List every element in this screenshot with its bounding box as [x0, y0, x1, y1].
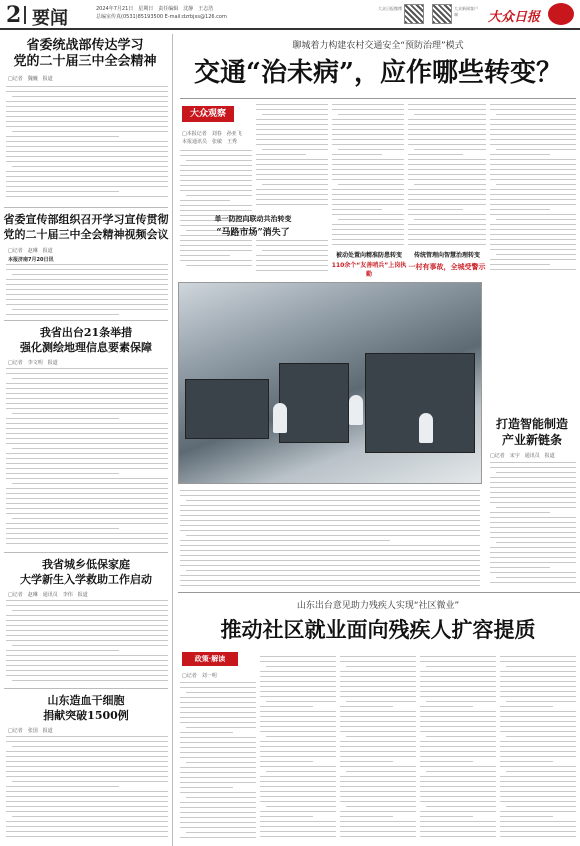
- article5-byline: □记者 张国 报道: [8, 728, 53, 734]
- issue-meta-contact: 总编室传真(0531)85193500 E-mail:dzrbjxs@126.com: [96, 14, 227, 20]
- column-divider-left: [172, 34, 173, 846]
- article-divider: [4, 552, 168, 553]
- masthead: [0, 0, 580, 30]
- lead-story-rule: [180, 98, 576, 99]
- lead-story-body-col2: [256, 104, 328, 208]
- photo-worker: [419, 413, 433, 443]
- article4-headline[interactable]: 我省城乡低保家庭 大学新生入学救助工作启动: [20, 558, 152, 586]
- lead-story-body-col3: [332, 104, 404, 248]
- article1-byline: □记者 魏巍 报道: [8, 76, 53, 82]
- article2-byline: □记者 赵琳 报道: [8, 248, 53, 254]
- news-app-qr-label: 大众新闻客户端: [454, 6, 478, 17]
- section-divider-bottom-story: [178, 592, 580, 593]
- article4-byline: □记者 赵琳 通讯员 李伟 报道: [8, 592, 88, 598]
- newspaper-logo-icon: [548, 3, 574, 25]
- lead-story-subhead-2-quote: 110余个“友善哨兵”上岗执勤: [331, 262, 407, 278]
- lead-story-kicker: 聊城着力构建农村交通安全“预防治理”模式: [292, 41, 464, 51]
- article3-byline: □记者 李文明 报道: [8, 360, 58, 366]
- bottom-story-body-col3: [340, 656, 416, 842]
- lead-story-byline: □本报记者 刘春 孙亚飞 本报通讯员 张敏 王秀: [182, 131, 242, 145]
- article-divider: [4, 320, 168, 321]
- bottom-story-column-tag: 政策·解读: [182, 652, 238, 666]
- article5-body: [6, 736, 168, 840]
- photo-worker: [273, 403, 287, 433]
- sidebar-story-byline: □记者 宋宇 通讯员 报道: [490, 453, 555, 459]
- photo-worker: [349, 395, 363, 425]
- lead-story-body-col5: [490, 104, 576, 276]
- article5-headline[interactable]: 山东造血干细胞 捐献突破1500例: [43, 694, 129, 722]
- issue-meta-date-editors: 2024年7月21日 星期日 责任编辑 沈静 王志浩: [96, 6, 214, 12]
- lead-story-body-col2b: [256, 240, 328, 276]
- lead-story-headline[interactable]: 交通“治未病”，应作哪些转变？: [194, 58, 562, 88]
- issue-meta: [96, 5, 227, 21]
- bottom-story-body-col2: [260, 656, 336, 842]
- lead-story-subhead-3: 传统管理向智慧治理转变: [413, 252, 480, 259]
- lead-story-photo[interactable]: [178, 282, 482, 484]
- article2-headline[interactable]: 省委宣传部组织召开学习宣传贯彻 党的二十届三中全会精神视频会议: [3, 213, 169, 241]
- article3-body: [6, 368, 168, 548]
- bottom-story-body-col1: [180, 682, 256, 842]
- photo-machine: [185, 379, 269, 439]
- article-divider: [4, 688, 168, 689]
- news-app-qr-code[interactable]: [432, 4, 452, 24]
- article4-body: [6, 600, 168, 684]
- lead-story-body-col1: [180, 150, 252, 270]
- bottom-story-body-col4: [420, 656, 496, 842]
- lead-story-subhead-2: 被动处置向精准防患转变: [335, 252, 402, 259]
- bottom-story-headline[interactable]: 推动社区就业面向残疾人扩容提质: [220, 617, 536, 642]
- article2-body: [6, 264, 168, 318]
- weibo-qr-code[interactable]: [404, 4, 424, 24]
- lead-story-subhead-1-quote: “马路市场”消失了: [216, 228, 290, 238]
- article-divider: [4, 207, 168, 208]
- lead-story-subhead-3-quote: 一村有事故，全城受警示: [408, 263, 486, 271]
- bottom-story-byline: □记者 刘一明: [182, 673, 217, 679]
- article3-headline[interactable]: 我省出台21条举措 强化测绘地理信息要素保障: [20, 326, 152, 354]
- article1-headline[interactable]: 省委统战部传达学习 党的二十届三中全会精神: [13, 38, 157, 69]
- article2-dateline: 本报济南7月20日讯: [8, 257, 54, 263]
- bottom-story-kicker: 山东出台意见助力残疾人实现“社区微业”: [296, 601, 460, 611]
- page-number: 2: [6, 2, 22, 28]
- lead-story-column-tag: 大众观察: [182, 106, 234, 122]
- weibo-qr-label: 大众日报微博: [378, 6, 402, 11]
- newspaper-name: 大众日报: [488, 10, 541, 25]
- lead-story-body-under-photo: [180, 490, 480, 586]
- page-number-divider: [24, 6, 26, 24]
- photo-machine: [279, 363, 349, 443]
- sidebar-story-headline[interactable]: 打造智能制造 产业新链条: [495, 417, 568, 447]
- lead-story-subhead-1: 单一防控向联动共治转变: [214, 214, 292, 223]
- sidebar-story-body: [490, 462, 576, 586]
- bottom-story-body-col5: [500, 656, 576, 842]
- section-title: 要闻: [32, 8, 68, 29]
- lead-story-body-col4: [408, 104, 486, 248]
- article1-body: [6, 86, 168, 204]
